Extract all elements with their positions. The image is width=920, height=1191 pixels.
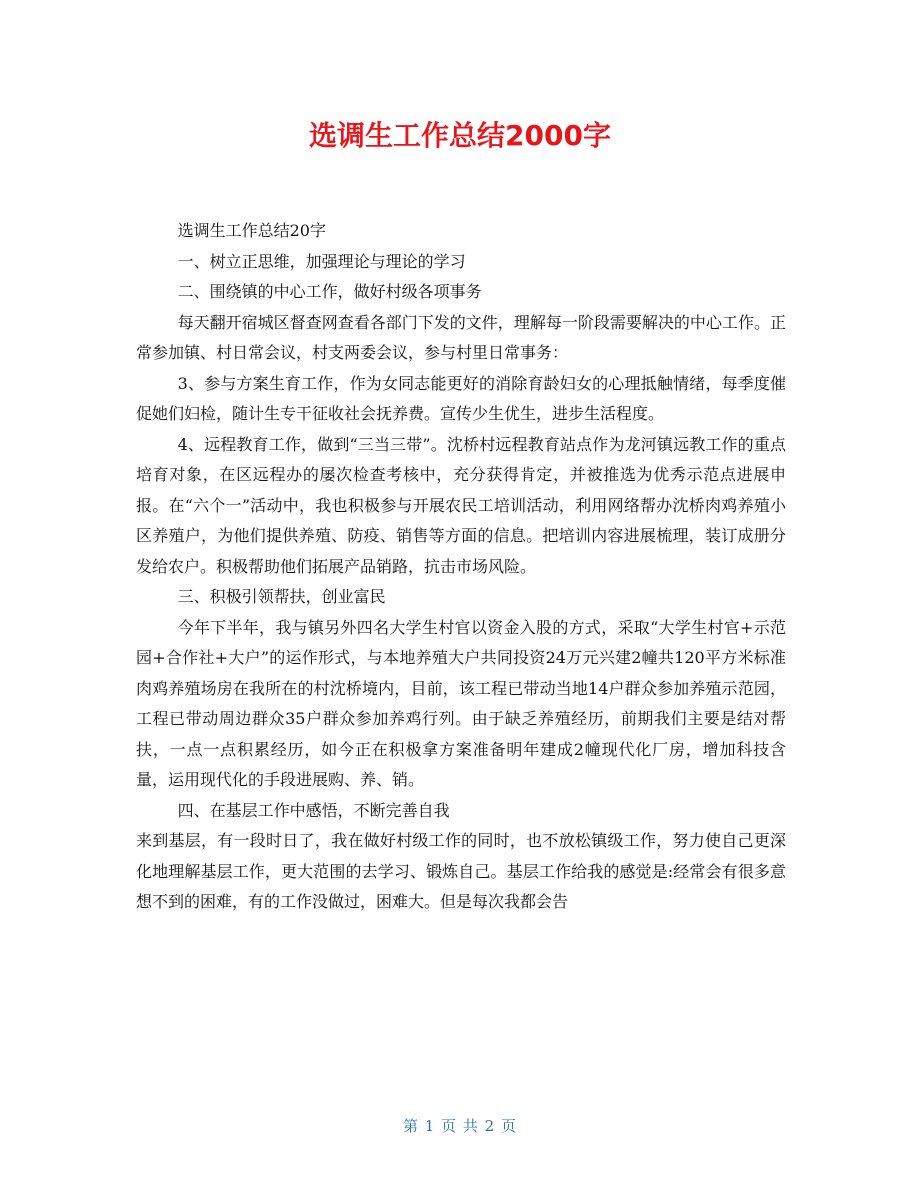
paragraph: 二、围绕镇的中心工作，做好村级各项事务	[177, 282, 482, 301]
paragraph: 选调生工作总结20字	[177, 221, 326, 240]
page-number-footer: 第 1 页 共 2 页	[403, 1117, 517, 1135]
paragraph: 来到基层，有一段时日了，我在做好村级工作的同时，也不放松镇级工作，努力使自己更深化地理解基层工作，更大范围的去学习、锻炼自己。基层工作给我的感觉是:经常会有很多意想不到的困难，有的工作没做过，困难大。但是每次我都会告	[136, 831, 786, 911]
paragraph: 4、远程教育工作，做到“三当三带”。沈桥村远程教育站点作为龙河镇远教工作的重点培育对象，在区远程办的屡次检查考核中，充分获得肯定，并被推选为优秀示范点进展申报。在“六个一”活动中，我也积极参与开展农民工培训活动，利用网络帮办沈桥肉鸡养殖小区养殖户，为他们提供养殖、防疫、销售等方面的信息。把培训内容进展梳理，装订成册分发给农户。积极帮助他们拓展产品销路，抗击市场风险。	[136, 434, 786, 576]
paragraph: 一、树立正思维，加强理论与理论的学习	[177, 251, 466, 271]
paragraph: 每天翻开宿城区督查网查看各部门下发的文件，理解每一阶段需要解决的中心工作。正常参加镇、村日常会议，村支两委会议，参与村里日常事务：	[136, 312, 786, 362]
paragraph: 3、参与方案生育工作，作为女同志能更好的消除育龄妇女的心理抵触情绪，每季度催促她们妇检，随计生专干征收社会抚养费。宣传少生优生，进步生活程度。	[136, 373, 786, 423]
document-title: 选调生工作总结2000字	[309, 119, 611, 152]
paragraph: 三、积极引领帮扶，创业富民	[177, 587, 386, 606]
paragraph: 今年下半年，我与镇另外四名大学生村官以资金入股的方式，采取“大学生村官+示范园+合作社+大户”的运作形式，与本地养殖大户共同投资24万元兴建2幢共120平方米标准肉鸡养殖场房在我所在的村沈桥境内，目前，该工程已带动当地14户群众参加养殖示范园，工程已带动周边群众35户群众参加养鸡行列。由于缺乏养殖经历，前期我们主要是结对帮扶，一点一点积累经历，如今正在积极拿方案准备明年建成2幢现代化厂房，增加科技含量，运用现代化的手段进展购、养、销。	[136, 617, 786, 789]
paragraph: 四、在基层工作中感悟，不断完善自我	[177, 800, 450, 820]
document-body	[136, 216, 786, 918]
